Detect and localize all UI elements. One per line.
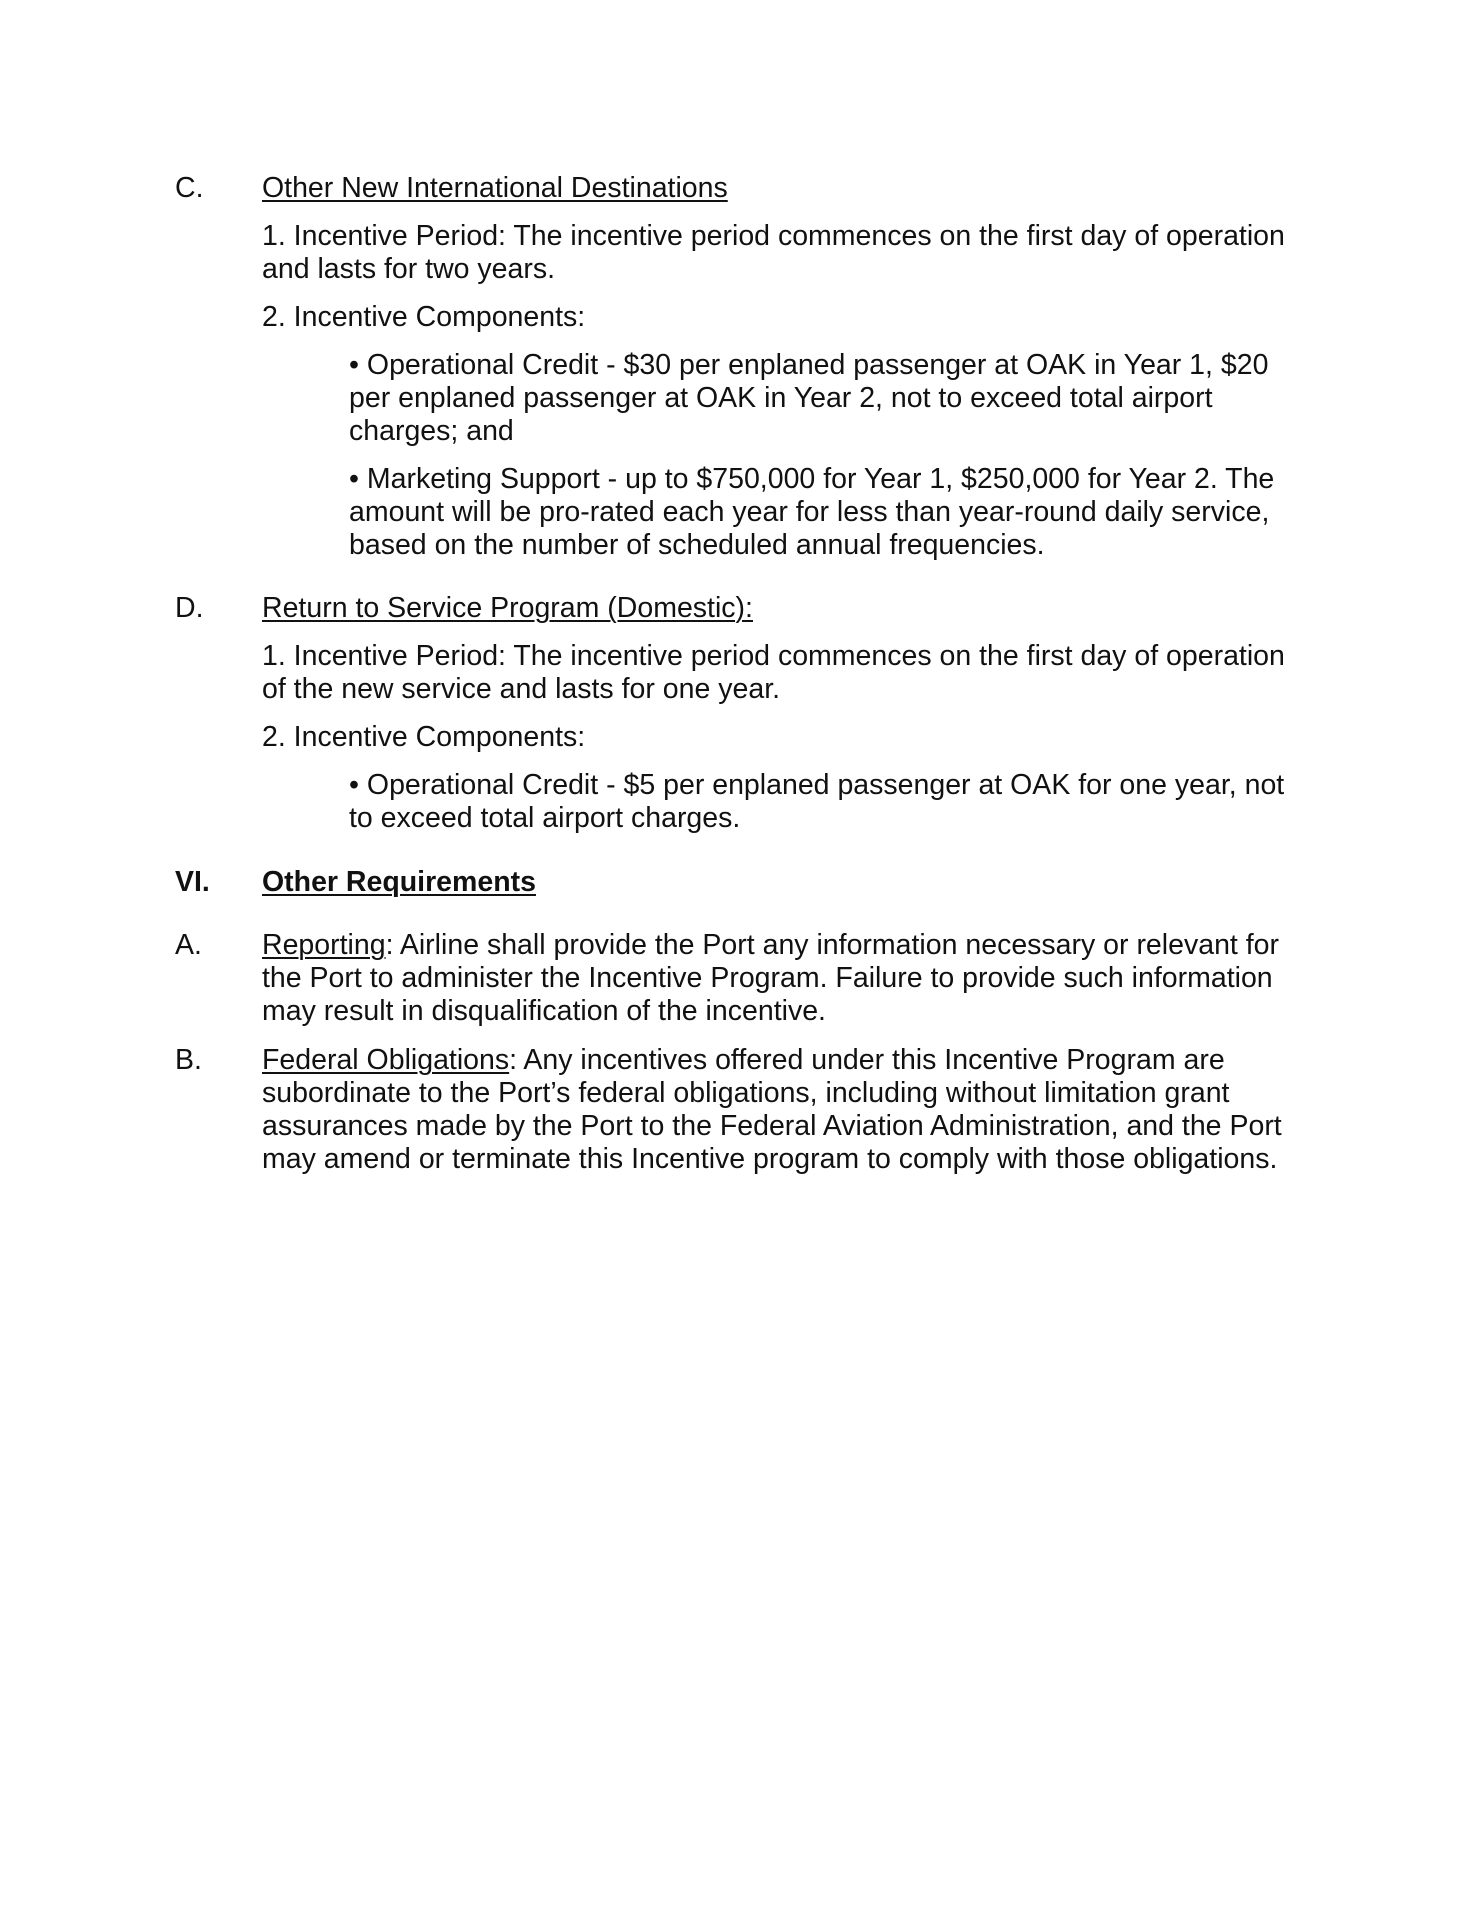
section-c-letter: C. <box>175 172 204 204</box>
section-c-bullet-marketing-support: • Marketing Support - up to $750,000 for Year 1, $250,000 for Year 2. The amount will be pro-rated each year for less than year-round daily service, based on the number of scheduled annual frequencies. <box>349 463 1275 561</box>
requirement-b-letter: B. <box>175 1044 202 1076</box>
requirement-a-body: : Airline shall provide the Port any information necessary or relevant for the Port to administer the Incentive Program. Failure to provide such information may result in disqualification of the incentive. <box>262 929 1280 1027</box>
requirement-b-body: : Any incentives offered under this Incentive Program are subordinate to the Port’s federal obligations, including without limitation grant assurances made by the Port to the Federal Aviation Administration, and the Port may amend or terminate this Incentive program to comply with those obligations. <box>262 1044 1282 1175</box>
section-d-title: Return to Service Program (Domestic): <box>262 592 753 624</box>
section-d-components-label: 2. Incentive Components: <box>262 721 586 753</box>
requirement-b-label: Federal Obligations <box>262 1044 510 1076</box>
section-c-bullet-operational-credit: • Operational Credit - $30 per enplaned passenger at OAK in Year 1, $20 per enplaned passenger at OAK in Year 2, not to exceed total airport charges; and <box>349 349 1269 447</box>
section-d-period: 1. Incentive Period: The incentive period commences on the first day of operation of the new service and lasts for one year. <box>262 640 1285 705</box>
requirement-a-letter: A. <box>175 929 202 961</box>
requirement-b-text <box>262 1044 1322 1176</box>
section-d-letter: D. <box>175 592 204 624</box>
section-c-title: Other New International Destinations <box>262 172 728 204</box>
section-vi-numeral: VI. <box>175 866 210 898</box>
section-c-period: 1. Incentive Period: The incentive period commences on the first day of operation and lasts for two years. <box>262 220 1285 285</box>
section-d-bullet-operational-credit: • Operational Credit - $5 per enplaned passenger at OAK for one year, not to exceed total airport charges. <box>349 769 1285 834</box>
section-vi-title: Other Requirements <box>262 866 536 898</box>
section-c-components-label: 2. Incentive Components: <box>262 301 586 333</box>
requirement-a-text <box>262 929 1322 1028</box>
requirement-a-label: Reporting <box>262 929 386 961</box>
